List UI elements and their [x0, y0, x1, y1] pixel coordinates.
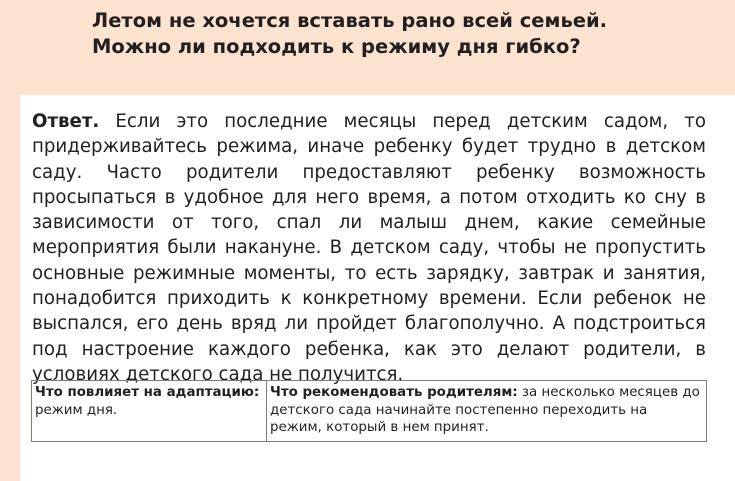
adaptation-value: режим дня.	[35, 402, 118, 418]
question-heading	[92, 8, 712, 60]
adaptation-label: Что повлияет на адаптацию:	[35, 385, 260, 400]
recommend-value: за несколько месяцев до детского сада начинайте постепенно переходить на режим, который в нем принят.	[270, 385, 700, 435]
answer-paragraph	[32, 109, 706, 387]
info-table	[31, 380, 707, 442]
question-line-2: Можно ли подходить к режиму дня гибко?	[92, 35, 581, 58]
adaptation-cell	[32, 381, 267, 441]
recommendation-cell	[267, 381, 706, 441]
answer-label: Ответ.	[32, 111, 100, 132]
answer-card	[20, 95, 735, 481]
question-line-1: Летом не хочется вставать рано всей семьей.	[92, 9, 608, 32]
recommend-label: Что рекомендовать родителям:	[270, 385, 518, 400]
answer-text: Если это последние месяцы перед детским садом, то придерживайтесь режима, иначе ребенку будет трудно в детском саду. Часто родители предоставляют ребенку возможность просыпаться в удобное для него время, а потом отходить ко сну в зависимости от того, спал ли малыш днем, какие семейные мероприятия были накануне. В детском саду, чтобы не пропустить основные режимные моменты, то есть зарядку, завтрак и занятия, понадобится приходить к конкретному времени. Если ребенок не выспался, его день вряд ли пройдет благополучно. А подстроиться под настроение каждого ребенка, как это делают родители, в условиях детского сада не получится.	[32, 111, 706, 385]
